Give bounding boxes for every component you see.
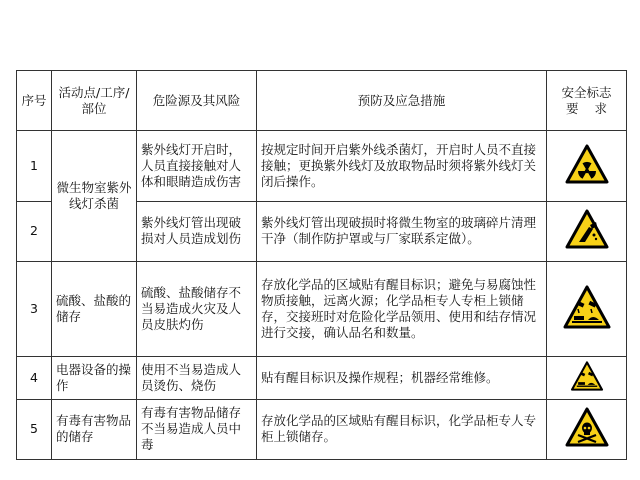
row-no: 4 <box>17 357 52 399</box>
row-sign <box>547 261 627 356</box>
header-sign <box>547 71 627 131</box>
row-hazard: 有毒有害物品储存不当易造成人员中毒 <box>137 399 257 459</box>
table-row <box>17 357 627 399</box>
header-measures: 预防及应急措施 <box>257 71 547 131</box>
row-activity: 硫酸、盐酸的储存 <box>52 261 137 356</box>
radiation-warning-icon <box>565 144 609 184</box>
table-row <box>17 261 627 356</box>
header-row <box>17 71 627 131</box>
row-measures: 存放化学品的区域贴有醒目标识；避免与易腐蚀性物质接触，远离火源；化学品柜专人专柜上锁储存，交接班时对危险化学品领用、使用和结存情况进行交接，确认品名和数量。 <box>257 261 547 356</box>
corrosive-warning-icon <box>563 285 611 329</box>
row-sign <box>547 131 627 201</box>
header-sign-line1: 安全标志 <box>561 84 612 100</box>
row-measures: 按规定时间开启紫外线杀菌灯，开启时人员不直接接触；更换紫外线灯及放取物品时须将紫外线灯关闭后操作。 <box>257 131 547 201</box>
row-hazard: 紫外线灯开启时，人员直接接触对人体和眼睛造成伤害 <box>137 131 257 201</box>
row-sign <box>547 357 627 399</box>
row-activity: 有毒有害物品的储存 <box>52 399 137 459</box>
row-no: 1 <box>17 131 52 201</box>
row-sign <box>547 201 627 261</box>
row-hazard: 使用不当易造成人员烫伤、烧伤 <box>137 357 257 399</box>
row-hazard: 硫酸、盐酸储存不当易造成火灾及人员皮肤灼伤 <box>137 261 257 356</box>
row-measures: 紫外线灯管出现破损时将微生物室的玻璃碎片清理干净（制作防护罩或与厂家联系定做）。 <box>257 201 547 261</box>
row-no: 5 <box>17 399 52 459</box>
poison-warning-icon <box>565 407 609 447</box>
row-no: 2 <box>17 201 52 261</box>
row-hazard: 紫外线灯管出现破损对人员造成划伤 <box>137 201 257 261</box>
row-activity: 电器设备的操作 <box>52 357 137 399</box>
row-measures: 贴有醒目标识及操作规程；机器经常维修。 <box>257 357 547 399</box>
risk-table <box>16 70 627 460</box>
header-no: 序号 <box>17 71 52 131</box>
table-row <box>17 131 627 201</box>
header-sign-line2: 要 求 <box>566 100 607 116</box>
row-activity: 微生物室紫外线灯杀菌 <box>52 131 137 262</box>
row-sign <box>547 399 627 459</box>
corrosive-warning-icon-small <box>570 361 604 391</box>
cut-hazard-icon <box>565 209 609 249</box>
row-no: 3 <box>17 261 52 356</box>
header-hazard: 危险源及其风险 <box>137 71 257 131</box>
header-activity: 活动点/工序/部位 <box>52 71 137 131</box>
table-row <box>17 399 627 459</box>
row-measures: 存放化学品的区域贴有醒目标识，化学品柜专人专柜上锁储存。 <box>257 399 547 459</box>
